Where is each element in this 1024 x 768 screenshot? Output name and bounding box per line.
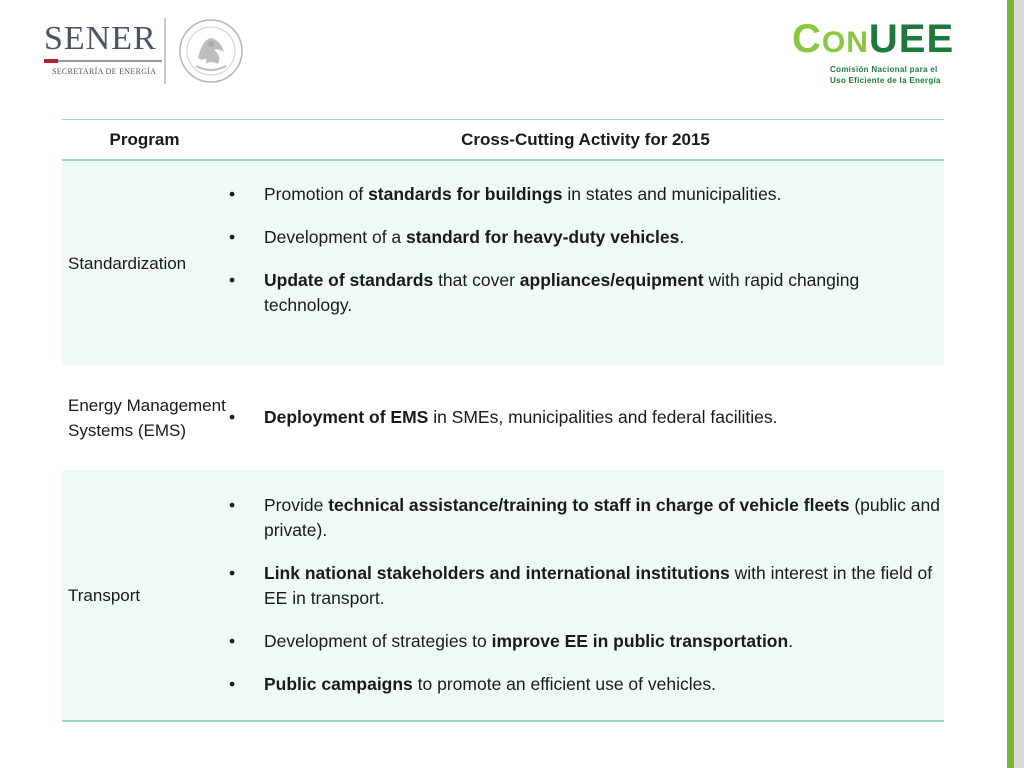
activity-cell: [227, 365, 944, 470]
sener-logo-rule: [44, 60, 162, 62]
table-row: [62, 161, 944, 365]
activity-text: in SMEs, municipalities and federal facilities.: [428, 407, 778, 427]
program-label: Standardization: [68, 253, 187, 273]
sener-logo-subtitle: SECRETARÍA DE ENERGÍA: [52, 67, 157, 76]
activity-emphasis: Link national stakeholders and international institutions: [264, 563, 730, 583]
activity-list: [227, 405, 778, 430]
activity-list: [227, 493, 944, 697]
header-program: Program: [109, 129, 180, 149]
activity-text: (public and private).: [264, 495, 940, 540]
activity-text: with rapid changing technology.: [264, 270, 860, 315]
activity-text: Provide: [264, 495, 329, 515]
bullet-icon: •: [229, 270, 236, 290]
activity-text: in states and municipalities.: [562, 184, 782, 204]
activity-item: [227, 629, 944, 654]
activity-item: [227, 672, 944, 697]
activity-emphasis: technical assistance/training to staff in charge of vehicle fleets: [328, 495, 850, 515]
table-header: [62, 119, 944, 161]
activity-text: .: [788, 631, 794, 651]
bullet-icon: •: [229, 674, 236, 694]
activity-item: [227, 493, 944, 543]
activity-item: [227, 405, 778, 430]
activity-cell: [227, 161, 944, 365]
header-activity: Cross-Cutting Activity for 2015: [461, 129, 710, 149]
activity-item: [227, 225, 944, 250]
activity-item: [227, 268, 944, 318]
program-label: Energy Management Systems (EMS): [68, 395, 226, 440]
activity-emphasis: appliances/equipment: [519, 270, 704, 290]
conuee-logo: [792, 17, 955, 86]
activity-text: to promote an efficient use of vehicles.: [412, 674, 716, 694]
logo-divider: [164, 18, 166, 84]
decorative-green-bar: [1007, 0, 1014, 768]
activity-item: [227, 561, 944, 611]
table-row: [62, 365, 944, 470]
activity-list: [227, 182, 944, 318]
activity-text: Promotion of: [264, 184, 369, 204]
activity-emphasis: Public campaigns: [264, 674, 413, 694]
activity-cell: [227, 470, 944, 720]
activity-item: [227, 182, 944, 207]
decorative-gray-bar: [1014, 0, 1024, 768]
activity-emphasis: improve EE in public transportation: [491, 631, 789, 651]
program-label: Transport: [68, 585, 141, 605]
bullet-icon: •: [229, 631, 236, 651]
activity-text: Development of strategies to: [264, 631, 492, 651]
conuee-logo-text: CONUEE: [792, 17, 955, 61]
activity-text: .: [679, 227, 685, 247]
sener-logo-text: SENER: [44, 20, 157, 57]
bullet-icon: •: [229, 227, 236, 247]
conuee-subtitle-line1: Comisión Nacional para el: [830, 65, 938, 74]
bullet-icon: •: [229, 495, 236, 515]
bullet-icon: •: [229, 184, 236, 204]
activity-text: Development of a: [264, 227, 407, 247]
conuee-subtitle-line2: Uso Eficiente de la Energía: [830, 76, 941, 85]
table-row: [62, 470, 944, 722]
sener-logo: [30, 22, 170, 76]
activity-text: with interest in the field of EE in transport.: [264, 563, 933, 608]
mexico-seal-icon: [178, 18, 244, 84]
activity-emphasis: Deployment of EMS: [264, 407, 429, 427]
activity-table: [62, 119, 944, 722]
activity-emphasis: standards for buildings: [368, 184, 563, 204]
activity-emphasis: standard for heavy-duty vehicles: [406, 227, 680, 247]
activity-text: that cover: [433, 270, 520, 290]
bullet-icon: •: [229, 563, 236, 583]
bullet-icon: •: [229, 407, 236, 427]
activity-emphasis: Update of standards: [264, 270, 434, 290]
